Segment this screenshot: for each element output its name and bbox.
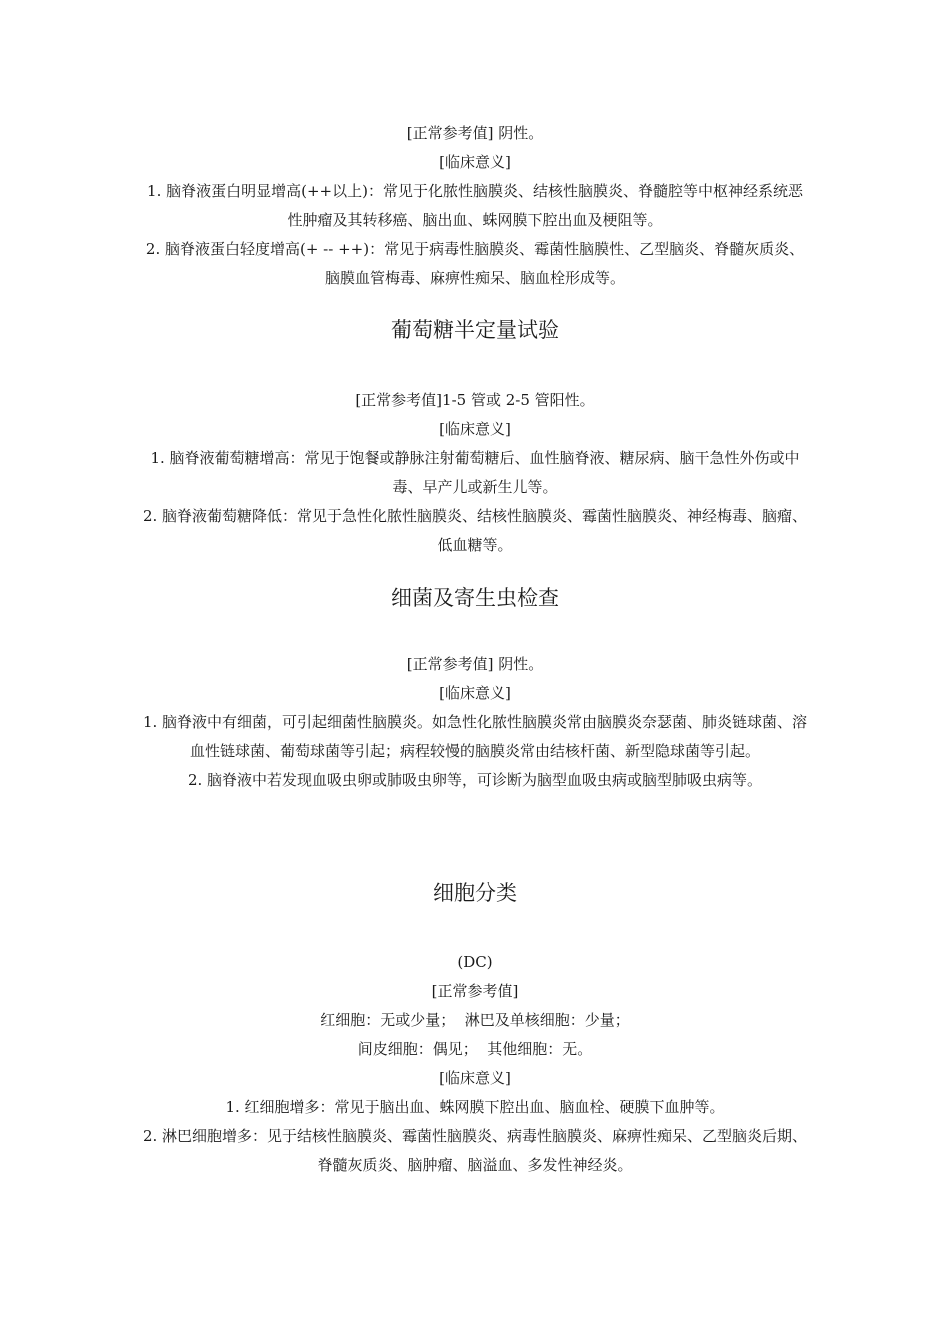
clinical-item: 2. 脑脊液蛋白轻度增高(+ -- ++)：常见于病毒性脑膜炎、霉菌性脑膜性、乙型脑炎、脊髓灰质炎、脑膜血管梅毒、麻痹性痴呆、脑血栓形成等。: [145, 240, 805, 287]
clinical-item: 1. 脑脊液葡萄糖增高：常见于饱餐或静脉注射葡萄糖后、血性脑脊液、糖尿病、脑干急性外伤或中毒、早产儿或新生儿等。: [150, 449, 800, 496]
reference-line: 间皮细胞：偶见； 其他细胞：无。: [357, 1040, 593, 1058]
clinical-item: 1. 脑脊液中有细菌，可引起细菌性脑膜炎。如急性化脓性脑膜炎常由脑膜炎奈瑟菌、肺炎链球菌、溶血性链球菌、葡萄球菌等引起；病程较慢的脑膜炎常由结核杆菌、新型隐球菌等引起。: [142, 713, 808, 760]
clinical-significance-label: [临床意义]: [439, 1069, 511, 1087]
section-cell-classification: [0, 878, 950, 1180]
section-title: 葡萄糖半定量试验: [391, 318, 559, 342]
clinical-significance-label: [临床意义]: [439, 420, 511, 438]
section-title: 细胞分类: [433, 881, 517, 905]
clinical-item: 2. 脑脊液葡萄糖降低：常见于急性化脓性脑膜炎、结核性脑膜炎、霉菌性脑膜炎、神经梅毒、脑瘤、低血糖等。: [142, 507, 808, 554]
reference-value: [正常参考值] 阴性。: [406, 124, 544, 142]
reference-value: [正常参考值] 阴性。: [406, 655, 544, 673]
section-bacteria: [0, 583, 950, 795]
clinical-item: 1. 脑脊液蛋白明显增高(++以上)：常见于化脓性脑膜炎、结核性脑膜炎、脊髓腔等中枢神经系统恶性肿瘤及其转移癌、脑出血、蛛网膜下腔出血及梗阻等。: [147, 182, 803, 229]
section-title: 细菌及寄生虫检查: [391, 586, 559, 610]
clinical-item: 2. 脑脊液中若发现血吸虫卵或肺吸虫卵等，可诊断为脑型血吸虫病或脑型肺吸虫病等。: [187, 771, 763, 789]
clinical-item: 2. 淋巴细胞增多：见于结核性脑膜炎、霉菌性脑膜炎、病毒性脑膜炎、麻痹性痴呆、乙型脑炎后期、脊髓灰质炎、脑肿瘤、脑溢血、多发性神经炎。: [142, 1127, 808, 1174]
reference-value: [正常参考值]1-5 管或 2-5 管阳性。: [355, 391, 595, 409]
reference-line: 红细胞：无或少量； 淋巴及单核细胞：少量；: [320, 1011, 630, 1029]
clinical-item: 1. 红细胞增多：常见于脑出血、蛛网膜下腔出血、脑血栓、硬膜下血肿等。: [225, 1098, 725, 1116]
clinical-significance-label: [临床意义]: [439, 153, 511, 171]
section-glucose: [0, 315, 950, 560]
clinical-significance-label: [临床意义]: [439, 684, 511, 702]
reference-value: [正常参考值]: [431, 982, 519, 1000]
section-protein: [0, 119, 950, 293]
abbreviation: (DC): [457, 953, 493, 971]
